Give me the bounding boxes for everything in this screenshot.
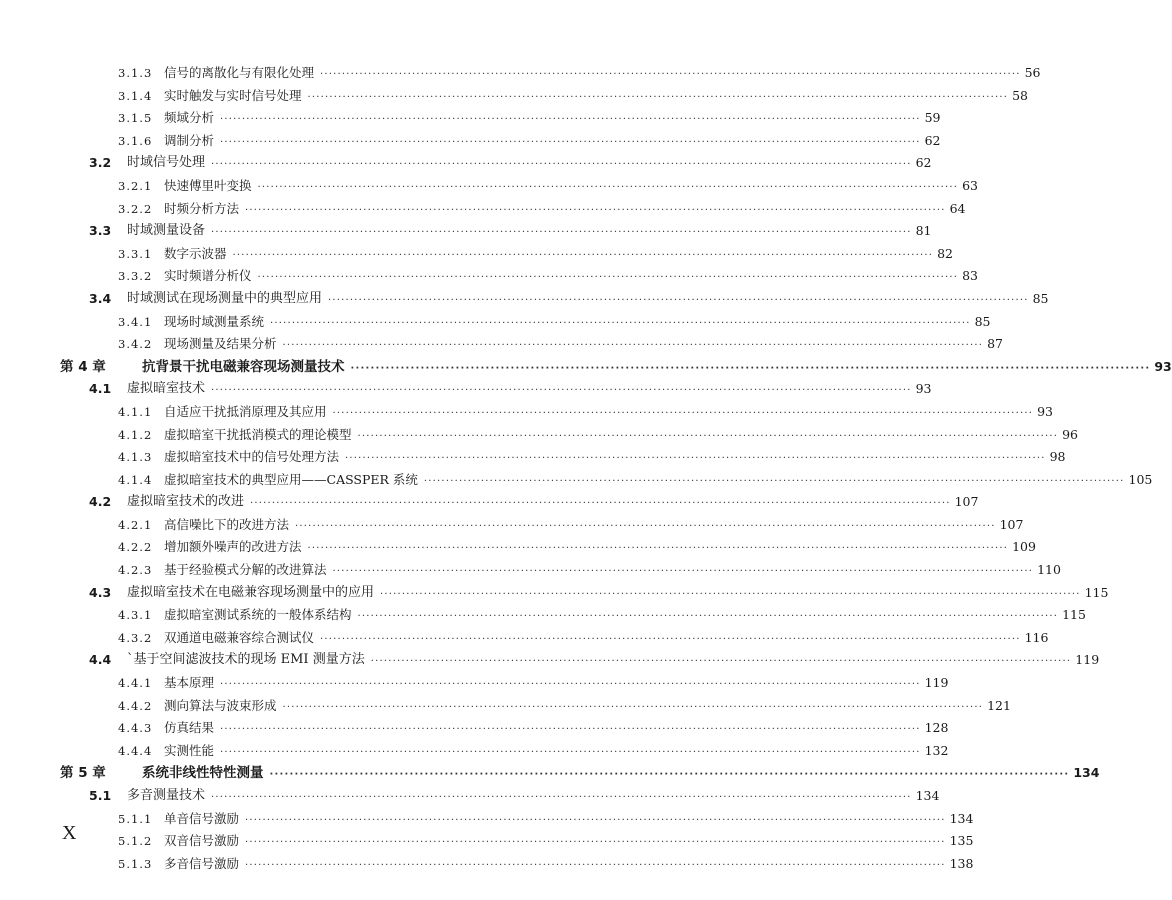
toc-dot-leader: ································································································································································ bbox=[345, 453, 1046, 465]
toc-section-entry bbox=[0, 785, 940, 808]
toc-entry-title: 实时频谱分析仪 bbox=[164, 268, 252, 284]
toc-subsection-entry bbox=[0, 424, 1079, 447]
toc-entry-title: 虚拟暗室测试系统的一般体系结构 bbox=[164, 607, 352, 623]
toc-entry-number: 3.2 bbox=[89, 155, 112, 171]
toc-entry-label bbox=[89, 220, 205, 243]
toc-entry-label bbox=[89, 152, 205, 175]
toc-dot-leader: ································································································································································ bbox=[282, 340, 984, 352]
toc-subsection-entry bbox=[0, 559, 1061, 582]
toc-dot-leader: ································································································································································ bbox=[220, 136, 921, 148]
toc-entry-number: 5.1 bbox=[89, 788, 112, 803]
toc-subsection-entry bbox=[0, 175, 979, 198]
toc-section-entry bbox=[0, 491, 979, 514]
toc-entry-label bbox=[118, 333, 277, 356]
toc-entry-page: 105 bbox=[1128, 471, 1153, 487]
toc-entry-page: 119 bbox=[924, 675, 949, 691]
toc-subsection-entry bbox=[0, 311, 991, 334]
toc-entry-page: 121 bbox=[987, 697, 1011, 713]
toc-entry-number: 3.3.1 bbox=[118, 246, 153, 261]
toc-entry-label bbox=[118, 175, 252, 198]
toc-entry-label bbox=[118, 401, 327, 424]
toc-subsection-entry bbox=[0, 401, 1054, 424]
toc-entry-title: 抗背景干扰电磁兼容现场测量技术 bbox=[142, 358, 345, 375]
toc-entry-label bbox=[60, 356, 345, 379]
toc-entry-page: 135 bbox=[949, 833, 974, 849]
toc-entry-title: 系统非线性特性测量 bbox=[142, 765, 264, 782]
toc-dot-leader: ································································································································································ bbox=[370, 656, 1072, 668]
toc-entry-number: 第 4 章 bbox=[60, 358, 106, 375]
toc-subsection-entry bbox=[0, 107, 941, 130]
toc-entry-number: 4.1 bbox=[89, 381, 112, 397]
toc-entry-title: 虚拟暗室技术中的信号处理方法 bbox=[164, 449, 340, 465]
toc-entry-page: 115 bbox=[1084, 584, 1109, 600]
toc-dot-leader: ································································································································································ bbox=[423, 475, 1125, 487]
toc-dot-leader: ································································································································································ bbox=[307, 91, 1009, 103]
toc-entry-page: 93 bbox=[1037, 403, 1054, 419]
toc-entry-title: 增加额外噪声的改进方法 bbox=[164, 539, 302, 555]
toc-subsection-entry bbox=[0, 85, 1029, 108]
toc-entry-title: 仿真结果 bbox=[164, 720, 215, 736]
toc-entry-title: 时域测量设备 bbox=[127, 223, 206, 239]
toc-entry-number: 5.1.1 bbox=[118, 811, 153, 826]
toc-entry-number: 3.4 bbox=[89, 290, 112, 306]
toc-entry-title: 时域信号处理 bbox=[127, 155, 206, 171]
toc-subsection-entry bbox=[0, 604, 1086, 627]
toc-dot-leader: ································································································································································ bbox=[332, 566, 1034, 578]
toc-subsection-entry bbox=[0, 514, 1024, 537]
toc-entry-label bbox=[118, 130, 214, 153]
toc-entry-title: 虚拟暗室技术在电磁兼容现场测量中的应用 bbox=[127, 584, 375, 600]
toc-entry-label bbox=[118, 311, 264, 334]
toc-dot-leader: ································································································································································ bbox=[357, 430, 1059, 442]
toc-subsection-entry bbox=[0, 130, 941, 153]
toc-chapter-entry bbox=[0, 356, 1172, 379]
toc-dot-leader: ································································································································································ bbox=[211, 792, 912, 803]
toc-entry-page: 93 bbox=[915, 381, 932, 397]
toc-entry-page: 110 bbox=[1037, 562, 1061, 578]
toc-entry-page: 93 bbox=[1154, 358, 1172, 374]
toc-subsection-entry bbox=[0, 830, 974, 853]
toc-entry-number: 3.1.3 bbox=[118, 66, 153, 80]
toc-dot-leader: ································································································································································ bbox=[320, 69, 1021, 80]
toc-entry-number: 3.3 bbox=[89, 223, 112, 239]
toc-entry-title: 数字示波器 bbox=[164, 245, 227, 261]
toc-subsection-entry bbox=[0, 717, 949, 740]
toc-entry-page: 119 bbox=[1075, 652, 1100, 668]
toc-dot-leader: ································································································································································ bbox=[232, 249, 934, 261]
toc-entry-number: 3.1.6 bbox=[118, 133, 153, 148]
table-of-contents bbox=[0, 62, 1172, 875]
toc-entry-page: 83 bbox=[962, 268, 979, 284]
toc-dot-leader: ································································································································································ bbox=[282, 701, 984, 713]
toc-entry-page: 115 bbox=[1062, 607, 1086, 623]
toc-entry-page: 109 bbox=[1012, 539, 1036, 555]
page-folio: X bbox=[62, 822, 77, 844]
toc-entry-label bbox=[118, 740, 214, 763]
toc-dot-leader: ································································································································································ bbox=[220, 679, 921, 691]
toc-subsection-entry bbox=[0, 198, 966, 221]
toc-entry-page: 56 bbox=[1024, 65, 1041, 80]
toc-entry-number: 4.3.2 bbox=[118, 630, 153, 645]
toc-entry-title: 现场时域测量系统 bbox=[164, 313, 265, 329]
toc-entry-label bbox=[89, 582, 374, 605]
toc-entry-page: 116 bbox=[1024, 629, 1049, 645]
toc-entry-title: 时域测试在现场测量中的典型应用 bbox=[127, 290, 323, 306]
toc-entry-number: 3.3.2 bbox=[118, 269, 153, 284]
toc-dot-leader: ································································································································································ bbox=[270, 317, 971, 329]
toc-entry-label bbox=[118, 627, 314, 650]
toc-entry-title: 单音信号激励 bbox=[164, 810, 240, 826]
toc-entry-number: 4.3 bbox=[89, 584, 112, 600]
toc-entry-label bbox=[89, 491, 244, 514]
toc-subsection-entry bbox=[0, 265, 979, 288]
toc-entry-label bbox=[89, 649, 365, 672]
toc-entry-title: 时频分析方法 bbox=[164, 200, 240, 216]
toc-entry-page: 63 bbox=[962, 177, 979, 193]
toc-dot-leader: ································································································································································ bbox=[357, 611, 1059, 623]
toc-chapter-entry bbox=[0, 762, 1100, 785]
toc-entry-number: 3.1.4 bbox=[118, 88, 153, 103]
toc-dot-leader: ································································································································································ bbox=[245, 204, 946, 216]
toc-entry-label bbox=[118, 672, 214, 695]
toc-entry-label bbox=[118, 469, 418, 492]
toc-entry-page: 85 bbox=[1032, 290, 1049, 306]
toc-entry-number: 4.2 bbox=[89, 494, 112, 510]
toc-entry-title: 实测性能 bbox=[164, 742, 215, 758]
toc-entry-label bbox=[118, 424, 352, 447]
toc-entry-number: 4.3.1 bbox=[118, 608, 153, 623]
toc-entry-number: 5.1.2 bbox=[118, 834, 153, 849]
toc-entry-number: 3.2.1 bbox=[118, 178, 153, 193]
toc-section-entry bbox=[0, 152, 932, 175]
toc-entry-number: 5.1.3 bbox=[118, 856, 153, 871]
toc-subsection-entry bbox=[0, 695, 1011, 718]
toc-entry-page: 107 bbox=[999, 516, 1024, 532]
toc-entry-page: 138 bbox=[949, 855, 974, 871]
toc-dot-leader: ································································································································································ bbox=[245, 837, 946, 849]
toc-entry-label bbox=[118, 243, 227, 266]
toc-subsection-entry bbox=[0, 853, 974, 876]
toc-entry-label bbox=[89, 288, 322, 311]
toc-entry-title: `基于空间滤波技术的现场 EMI 测量方法 bbox=[127, 652, 365, 668]
toc-entry-page: 85 bbox=[974, 313, 991, 329]
toc-entry-page: 59 bbox=[924, 110, 941, 126]
toc-dot-leader: ································································································································································ bbox=[220, 724, 921, 736]
toc-entry-number: 4.1.1 bbox=[118, 404, 153, 419]
toc-entry-label bbox=[118, 604, 352, 627]
toc-subsection-entry bbox=[0, 62, 1041, 85]
toc-entry-title: 虚拟暗室干扰抵消模式的理论模型 bbox=[164, 426, 352, 442]
toc-dot-leader: ································································································································································ bbox=[211, 159, 912, 171]
toc-entry-number: 4.4.3 bbox=[118, 721, 153, 736]
toc-entry-title: 测向算法与波束形成 bbox=[164, 697, 277, 713]
toc-entry-page: 96 bbox=[1062, 426, 1079, 442]
toc-section-entry bbox=[0, 582, 1109, 605]
toc-dot-leader: ································································································································································ bbox=[295, 520, 996, 532]
toc-dot-leader: ································································································································································ bbox=[350, 362, 1151, 374]
toc-subsection-entry bbox=[0, 333, 1004, 356]
toc-entry-page: 98 bbox=[1049, 449, 1066, 465]
toc-entry-page: 87 bbox=[987, 336, 1004, 352]
toc-entry-title: 虚拟暗室技术的改进 bbox=[127, 494, 245, 510]
toc-entry-label bbox=[118, 107, 214, 130]
toc-entry-label bbox=[118, 446, 339, 469]
toc-entry-label bbox=[118, 853, 239, 876]
toc-dot-leader: ································································································································································ bbox=[320, 633, 1021, 645]
toc-subsection-entry bbox=[0, 536, 1036, 559]
toc-entry-page: 58 bbox=[1012, 87, 1029, 103]
toc-dot-leader: ································································································································································ bbox=[245, 859, 946, 871]
toc-subsection-entry bbox=[0, 672, 949, 695]
toc-entry-title: 调制分析 bbox=[164, 132, 215, 148]
toc-entry-title: 快速傅里叶变换 bbox=[164, 177, 252, 193]
toc-entry-number: 4.1.3 bbox=[118, 450, 153, 465]
toc-subsection-entry bbox=[0, 243, 954, 266]
toc-dot-leader: ································································································································································ bbox=[250, 498, 951, 510]
toc-entry-title: 实时触发与实时信号处理 bbox=[164, 87, 302, 103]
toc-dot-leader: ································································································································································ bbox=[245, 814, 946, 826]
toc-entry-number: 4.1.2 bbox=[118, 427, 153, 442]
toc-entry-title: 频域分析 bbox=[164, 110, 215, 126]
toc-entry-page: 62 bbox=[924, 132, 941, 148]
toc-entry-page: 134 bbox=[915, 788, 940, 803]
toc-entry-label bbox=[118, 695, 277, 718]
toc-entry-number: 第 5 章 bbox=[60, 765, 106, 782]
toc-entry-title: 自适应干扰抵消原理及其应用 bbox=[164, 403, 327, 419]
toc-dot-leader: ································································································································································ bbox=[380, 588, 1081, 600]
toc-subsection-entry bbox=[0, 469, 1153, 492]
toc-subsection-entry bbox=[0, 808, 974, 831]
toc-entry-page: 81 bbox=[915, 223, 932, 239]
toc-entry-page: 82 bbox=[937, 245, 954, 261]
toc-dot-leader: ································································································································································ bbox=[257, 181, 959, 193]
toc-entry-title: 多音测量技术 bbox=[127, 788, 206, 803]
toc-entry-page: 132 bbox=[924, 742, 949, 758]
toc-dot-leader: ································································································································································ bbox=[211, 227, 912, 239]
toc-dot-leader: ································································································································································ bbox=[328, 294, 1029, 306]
toc-entry-title: 虚拟暗室技术 bbox=[127, 381, 206, 397]
toc-section-entry bbox=[0, 220, 932, 243]
toc-entry-number: 4.4 bbox=[89, 652, 112, 668]
toc-dot-leader: ································································································································································ bbox=[211, 385, 912, 397]
toc-entry-number: 4.2.2 bbox=[118, 540, 153, 555]
toc-entry-label bbox=[118, 536, 302, 559]
toc-entry-page: 64 bbox=[949, 200, 966, 216]
toc-entry-label bbox=[118, 198, 239, 221]
toc-entry-number: 3.2.2 bbox=[118, 201, 153, 216]
toc-subsection-entry bbox=[0, 740, 949, 763]
toc-entry-label bbox=[118, 830, 239, 853]
toc-entry-number: 4.4.1 bbox=[118, 676, 153, 691]
toc-dot-leader: ································································································································································ bbox=[257, 272, 959, 284]
toc-entry-label bbox=[118, 808, 239, 831]
toc-entry-label bbox=[118, 559, 327, 582]
toc-entry-label bbox=[118, 265, 252, 288]
toc-entry-page: 134 bbox=[1073, 765, 1100, 781]
toc-dot-leader: ································································································································································ bbox=[307, 543, 1009, 555]
toc-entry-label bbox=[118, 85, 302, 108]
toc-entry-title: 双音信号激励 bbox=[164, 833, 240, 849]
toc-entry-page: 62 bbox=[915, 155, 932, 171]
toc-section-entry bbox=[0, 288, 1049, 311]
toc-entry-label bbox=[60, 762, 264, 785]
toc-entry-label bbox=[118, 62, 314, 85]
toc-entry-page: 128 bbox=[924, 720, 949, 736]
toc-entry-title: 虚拟暗室技术的典型应用——CASSPER 系统 bbox=[164, 471, 418, 487]
toc-section-entry bbox=[0, 378, 932, 401]
toc-entry-title: 双通道电磁兼容综合测试仪 bbox=[164, 629, 315, 645]
toc-entry-title: 信号的离散化与有限化处理 bbox=[164, 65, 315, 80]
toc-entry-label bbox=[89, 378, 205, 401]
toc-subsection-entry bbox=[0, 446, 1066, 469]
toc-entry-number: 4.4.4 bbox=[118, 743, 153, 758]
toc-entry-title: 多音信号激励 bbox=[164, 855, 240, 871]
toc-entry-number: 4.2.3 bbox=[118, 563, 153, 578]
toc-entry-title: 基本原理 bbox=[164, 675, 215, 691]
toc-entry-number: 4.2.1 bbox=[118, 517, 153, 532]
toc-dot-leader: ································································································································································ bbox=[332, 407, 1034, 419]
toc-dot-leader: ································································································································································ bbox=[220, 114, 921, 126]
toc-entry-title: 现场测量及结果分析 bbox=[164, 336, 277, 352]
toc-dot-leader: ································································································································································ bbox=[220, 746, 921, 758]
toc-entry-title: 基于经验模式分解的改进算法 bbox=[164, 562, 327, 578]
toc-entry-title: 高信噪比下的改进方法 bbox=[164, 516, 290, 532]
toc-entry-number: 3.4.1 bbox=[118, 314, 153, 329]
toc-entry-page: 107 bbox=[954, 494, 979, 510]
toc-subsection-entry bbox=[0, 627, 1049, 650]
toc-dot-leader: ································································································································································ bbox=[269, 769, 1070, 781]
toc-section-entry bbox=[0, 649, 1100, 672]
toc-entry-label bbox=[89, 785, 205, 808]
toc-entry-number: 3.4.2 bbox=[118, 337, 153, 352]
toc-entry-label bbox=[118, 717, 214, 740]
toc-entry-number: 4.1.4 bbox=[118, 472, 153, 487]
toc-entry-number: 3.1.5 bbox=[118, 111, 153, 126]
toc-entry-page: 134 bbox=[949, 810, 974, 826]
toc-entry-label bbox=[118, 514, 289, 537]
toc-entry-number: 4.4.2 bbox=[118, 698, 153, 713]
